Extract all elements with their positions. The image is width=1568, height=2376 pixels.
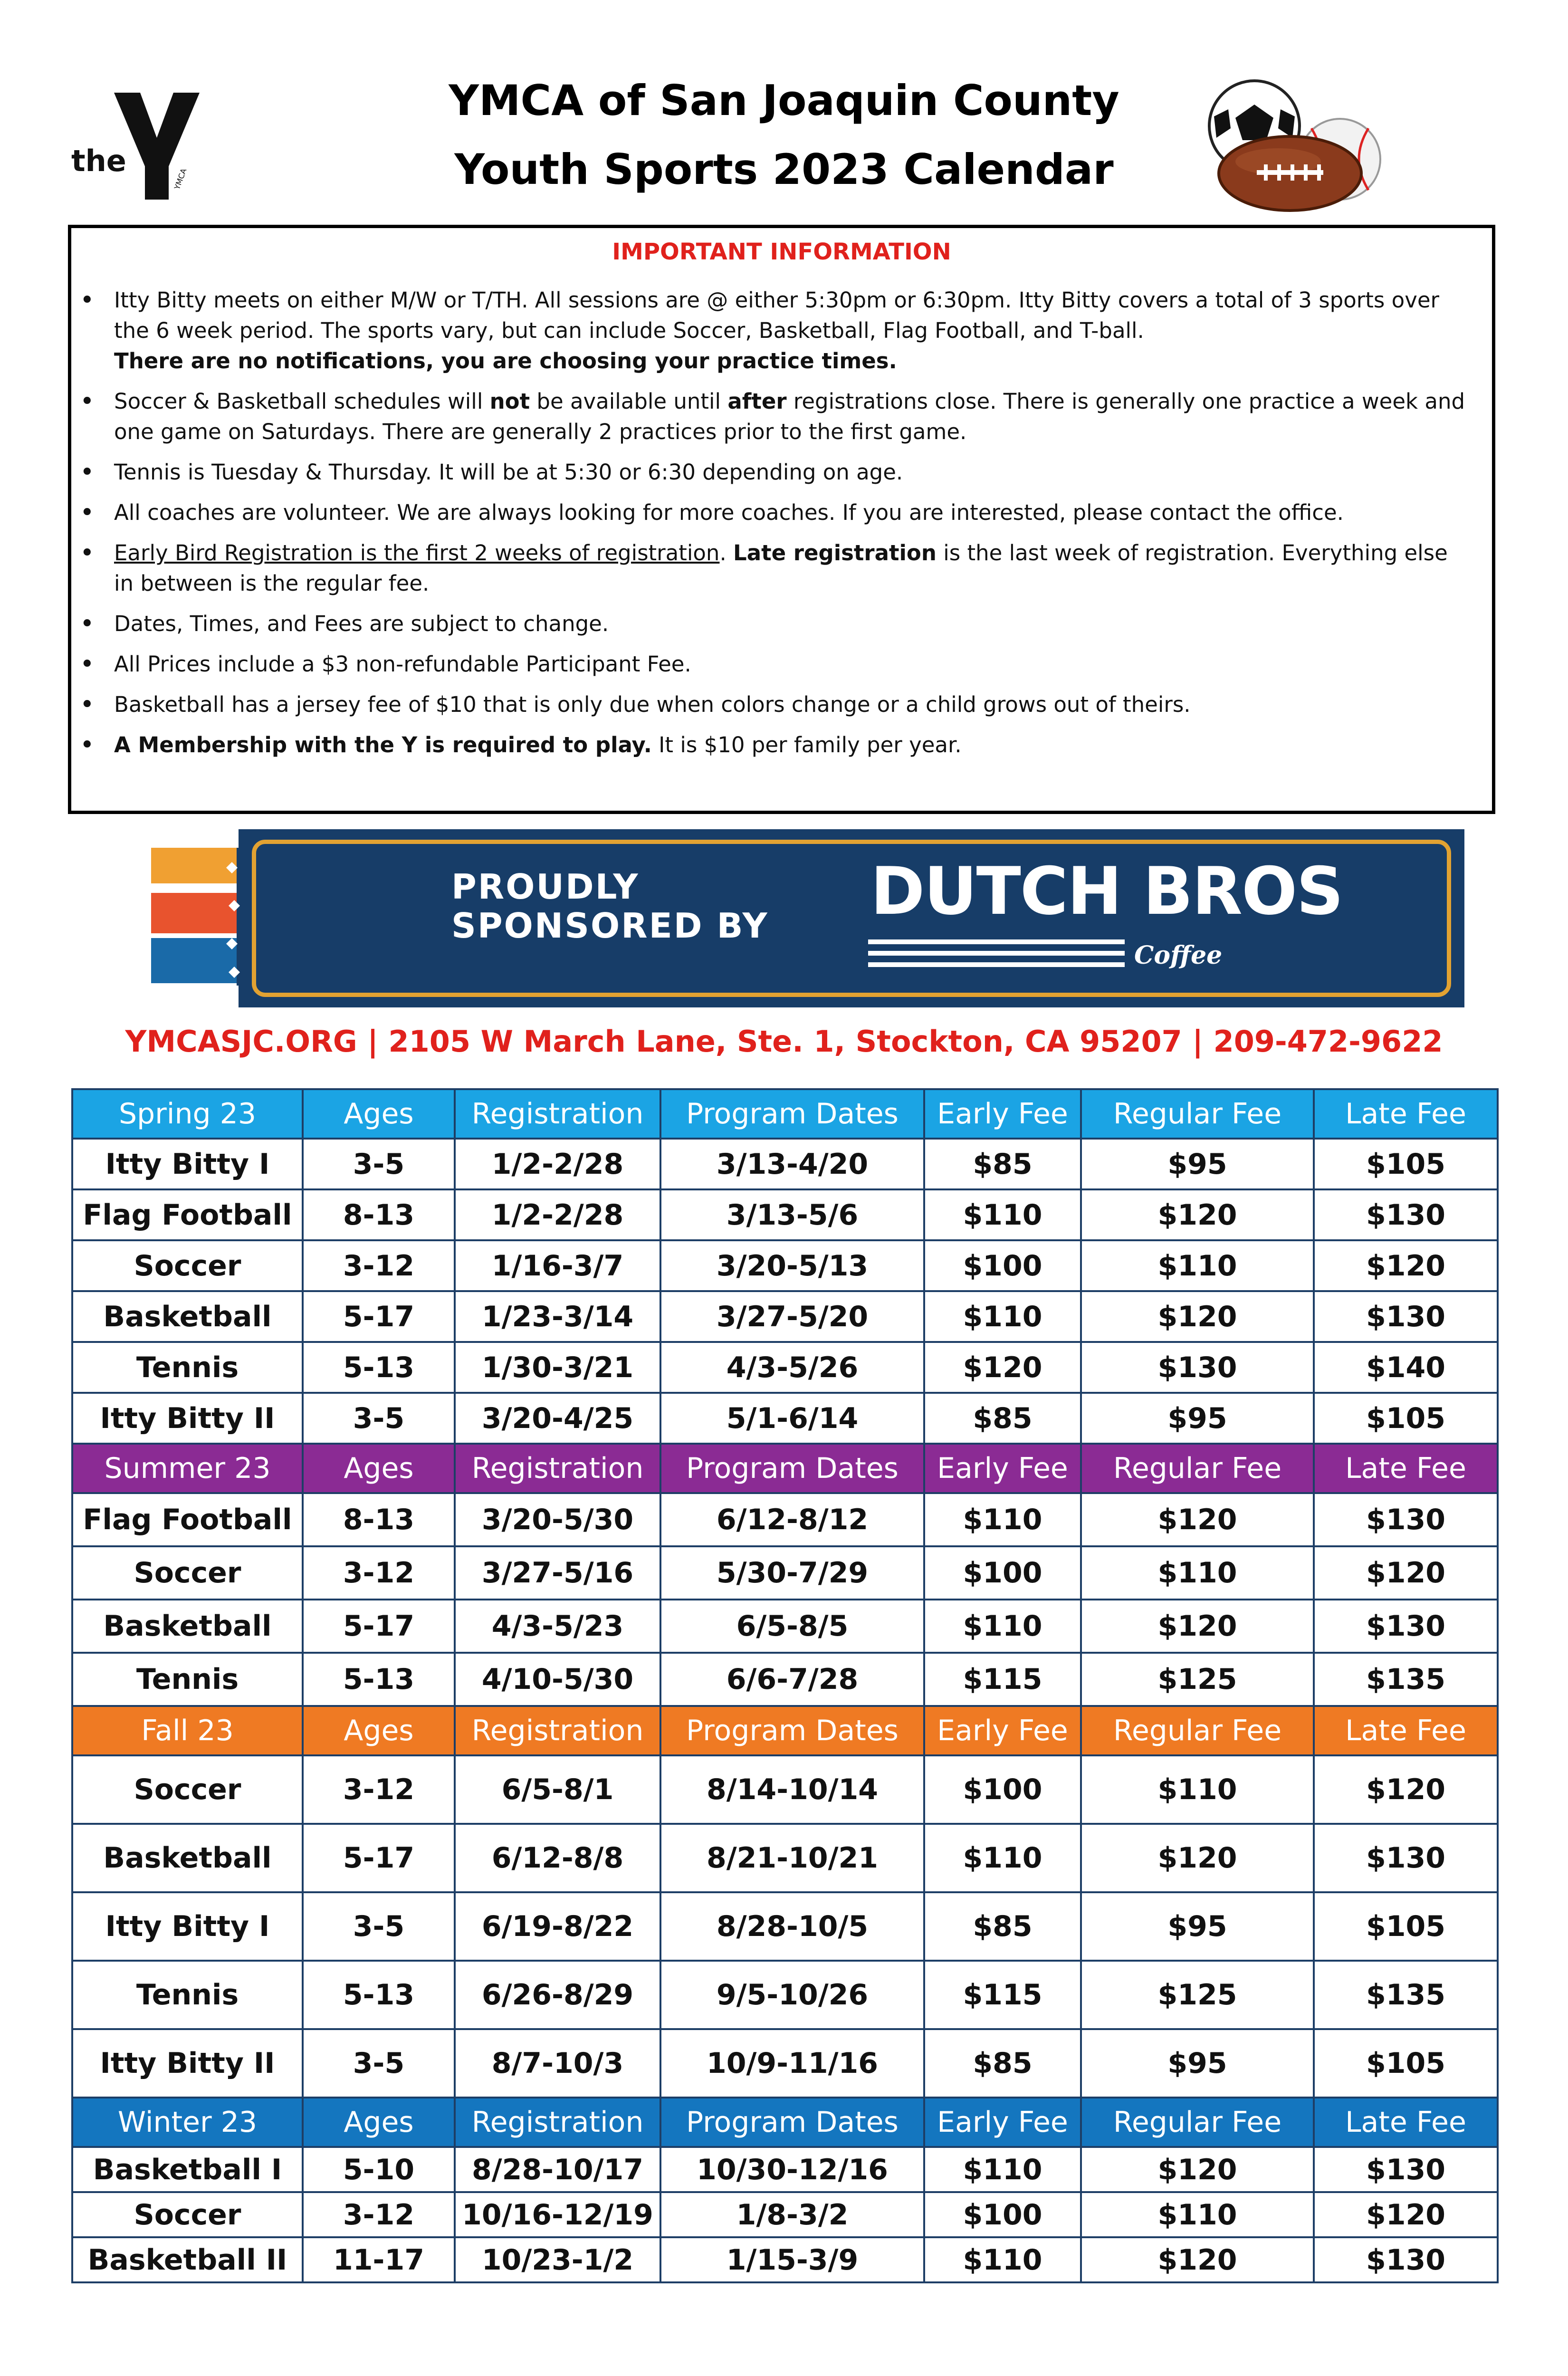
- table-cell: $110: [1081, 1755, 1314, 1824]
- table-cell: $115: [924, 1961, 1081, 2029]
- winter-header-row: [72, 2098, 1498, 2147]
- logo-text: the: [71, 144, 126, 178]
- color-stripes-icon: [151, 848, 246, 986]
- page-title: YMCA of San Joaquin County: [449, 76, 1119, 125]
- table-cell: $85: [924, 1393, 1081, 1444]
- program-name: Basketball: [72, 1824, 303, 1892]
- info-item-itty-bitty: • Itty Bitty meets on either M/W or T/TH. All sessions are @ either 5:30pm or 6:30pm. Itty Bitty covers a total of 3 sports over the 6 week period. The sports vary, but can include Soccer, Basketball, Flag Football, and T-ball. There are no notifications, you are choosing your practice times.: [114, 285, 1468, 376]
- table-cell: 8/21-10/21: [660, 1824, 924, 1892]
- sponsor-brand: DUTCH BROS: [870, 853, 1343, 929]
- program-name: Itty Bitty I: [72, 1892, 303, 1961]
- column-header: Early Fee: [924, 1089, 1081, 1139]
- column-header: Registration: [455, 1089, 660, 1139]
- sponsor-brand-sub: Coffee: [1134, 941, 1223, 970]
- column-header: Program Dates: [660, 2098, 924, 2147]
- table-cell: $120: [1081, 1189, 1314, 1240]
- table-cell: 5-13: [303, 1653, 455, 1706]
- program-name: Flag Football: [72, 1493, 303, 1546]
- table-cell: $120: [1314, 1755, 1498, 1824]
- season-name: Fall 23: [72, 1706, 303, 1755]
- table-cell: $110: [924, 1824, 1081, 1892]
- table-row: [72, 1342, 1498, 1393]
- table-cell: $105: [1314, 2029, 1498, 2098]
- program-name: Soccer: [72, 1546, 303, 1600]
- schedule-table: [71, 1088, 1499, 2283]
- column-header: Registration: [455, 2098, 660, 2147]
- table-cell: $110: [924, 1600, 1081, 1653]
- table-cell: 6/26-8/29: [455, 1961, 660, 2029]
- table-cell: 6/6-7/28: [660, 1653, 924, 1706]
- table-cell: 6/5-8/5: [660, 1600, 924, 1653]
- program-name: Flag Football: [72, 1189, 303, 1240]
- table-cell: 5-13: [303, 1342, 455, 1393]
- table-cell: $120: [924, 1342, 1081, 1393]
- column-header: Regular Fee: [1081, 1089, 1314, 1139]
- table-row: [72, 1139, 1498, 1189]
- table-cell: 3-5: [303, 1393, 455, 1444]
- table-cell: $115: [924, 1653, 1081, 1706]
- program-name: Soccer: [72, 1755, 303, 1824]
- table-cell: $85: [924, 2029, 1081, 2098]
- program-name: Basketball: [72, 1600, 303, 1653]
- table-row: [72, 1189, 1498, 1240]
- table-cell: $105: [1314, 1892, 1498, 1961]
- table-cell: $125: [1081, 1961, 1314, 2029]
- table-row: [72, 2192, 1498, 2237]
- table-cell: $130: [1314, 1493, 1498, 1546]
- table-row: [72, 1493, 1498, 1546]
- sponsor-banner: [239, 829, 1464, 1007]
- table-cell: $130: [1314, 2147, 1498, 2192]
- table-cell: $120: [1314, 1240, 1498, 1291]
- column-header: Program Dates: [660, 1706, 924, 1755]
- table-cell: $105: [1314, 1139, 1498, 1189]
- table-cell: 3-12: [303, 1755, 455, 1824]
- table-cell: 3-12: [303, 1546, 455, 1600]
- table-cell: 1/8-3/2: [660, 2192, 924, 2237]
- table-cell: 4/3-5/26: [660, 1342, 924, 1393]
- table-cell: 3-5: [303, 1139, 455, 1189]
- table-cell: $130: [1314, 1600, 1498, 1653]
- table-cell: $95: [1081, 1393, 1314, 1444]
- column-header: Late Fee: [1314, 1444, 1498, 1493]
- column-header: Regular Fee: [1081, 1706, 1314, 1755]
- table-cell: 5-17: [303, 1600, 455, 1653]
- season-name: Summer 23: [72, 1444, 303, 1493]
- table-cell: $105: [1314, 1393, 1498, 1444]
- contact-address-line: YMCASJC.ORG | 2105 W March Lane, Ste. 1, Stockton, CA 95207 | 209-472-9622: [125, 1024, 1443, 1059]
- column-header: Ages: [303, 2098, 455, 2147]
- table-cell: $120: [1081, 1493, 1314, 1546]
- table-cell: 5-10: [303, 2147, 455, 2192]
- table-cell: $95: [1081, 1139, 1314, 1189]
- table-cell: 3/20-5/30: [455, 1493, 660, 1546]
- table-cell: $135: [1314, 1961, 1498, 2029]
- fall-header-row: [72, 1706, 1498, 1755]
- table-cell: $135: [1314, 1653, 1498, 1706]
- table-cell: 1/16-3/7: [455, 1240, 660, 1291]
- table-cell: 1/30-3/21: [455, 1342, 660, 1393]
- program-name: Tennis: [72, 1653, 303, 1706]
- ymca-logo: [69, 83, 221, 207]
- table-cell: 6/19-8/22: [455, 1892, 660, 1961]
- table-cell: $95: [1081, 1892, 1314, 1961]
- program-name: Tennis: [72, 1342, 303, 1393]
- summer-header-row: [72, 1444, 1498, 1493]
- table-row: [72, 2147, 1498, 2192]
- table-cell: $100: [924, 2192, 1081, 2237]
- table-cell: 11-17: [303, 2237, 455, 2282]
- column-header: Late Fee: [1314, 2098, 1498, 2147]
- table-cell: 8/28-10/5: [660, 1892, 924, 1961]
- info-item-registration: • Early Bird Registration is the first 2 weeks of registration. Late registration is the last week of registration. Everything else in between is the regular fee.: [114, 538, 1468, 599]
- table-cell: 3-5: [303, 1892, 455, 1961]
- table-cell: $130: [1081, 1342, 1314, 1393]
- table-cell: 3/20-5/13: [660, 1240, 924, 1291]
- table-row: [72, 1600, 1498, 1653]
- table-cell: $110: [1081, 2192, 1314, 2237]
- table-cell: $110: [1081, 1546, 1314, 1600]
- table-row: [72, 1546, 1498, 1600]
- table-row: [72, 2237, 1498, 2282]
- y-mark-icon: [114, 93, 200, 200]
- info-item-subject-to-change: • Dates, Times, and Fees are subject to change.: [114, 609, 1468, 639]
- table-cell: $130: [1314, 2237, 1498, 2282]
- table-cell: $140: [1314, 1342, 1498, 1393]
- info-heading: IMPORTANT INFORMATION: [612, 239, 951, 265]
- table-cell: 10/16-12/19: [455, 2192, 660, 2237]
- info-item-membership: • A Membership with the Y is required to play. It is $10 per family per year.: [114, 730, 1468, 760]
- table-cell: $130: [1314, 1291, 1498, 1342]
- season-name: Spring 23: [72, 1089, 303, 1139]
- table-cell: $120: [1314, 2192, 1498, 2237]
- season-name: Winter 23: [72, 2098, 303, 2147]
- table-cell: $110: [924, 1291, 1081, 1342]
- table-row: [72, 1291, 1498, 1342]
- table-cell: 8-13: [303, 1189, 455, 1240]
- logo-brand: YMCA: [172, 167, 189, 191]
- table-cell: $110: [924, 1493, 1081, 1546]
- table-row: [72, 1393, 1498, 1444]
- info-item-participant-fee: • All Prices include a $3 non-refundable Participant Fee.: [114, 649, 1468, 680]
- program-name: Itty Bitty II: [72, 2029, 303, 2098]
- page-subtitle: Youth Sports 2023 Calendar: [454, 145, 1114, 194]
- table-cell: 3/20-4/25: [455, 1393, 660, 1444]
- column-header: Early Fee: [924, 2098, 1081, 2147]
- table-cell: 1/23-3/14: [455, 1291, 660, 1342]
- table-cell: $120: [1081, 2147, 1314, 2192]
- table-cell: $120: [1314, 1546, 1498, 1600]
- table-row: [72, 1755, 1498, 1824]
- table-cell: $100: [924, 1546, 1081, 1600]
- program-name: Basketball: [72, 1291, 303, 1342]
- table-cell: $125: [1081, 1653, 1314, 1706]
- table-row: [72, 1240, 1498, 1291]
- table-cell: 5/1-6/14: [660, 1393, 924, 1444]
- column-header: Regular Fee: [1081, 1444, 1314, 1493]
- program-name: Soccer: [72, 2192, 303, 2237]
- table-cell: 3-5: [303, 2029, 455, 2098]
- table-cell: 5-13: [303, 1961, 455, 2029]
- spring-header-row: [72, 1089, 1498, 1139]
- info-item-itty-bitty-note: There are no notifications, you are choosing your practice times.: [114, 348, 897, 374]
- table-cell: 6/5-8/1: [455, 1755, 660, 1824]
- table-row: [72, 1961, 1498, 2029]
- table-cell: 8-13: [303, 1493, 455, 1546]
- important-information-box: [68, 225, 1495, 814]
- program-name: Soccer: [72, 1240, 303, 1291]
- table-cell: 9/5-10/26: [660, 1961, 924, 2029]
- table-cell: $130: [1314, 1189, 1498, 1240]
- table-cell: 3/27-5/20: [660, 1291, 924, 1342]
- column-header: Regular Fee: [1081, 2098, 1314, 2147]
- table-cell: $120: [1081, 1600, 1314, 1653]
- table-cell: 8/14-10/14: [660, 1755, 924, 1824]
- table-cell: 3/27-5/16: [455, 1546, 660, 1600]
- table-cell: 5-17: [303, 1824, 455, 1892]
- table-cell: $100: [924, 1755, 1081, 1824]
- info-list: [114, 285, 1468, 770]
- table-cell: $120: [1081, 1291, 1314, 1342]
- info-item-jersey-fee: • Basketball has a jersey fee of $10 that is only due when colors change or a child grows out of theirs.: [114, 690, 1468, 720]
- program-name: Itty Bitty I: [72, 1139, 303, 1189]
- column-header: Ages: [303, 1089, 455, 1139]
- column-header: Program Dates: [660, 1089, 924, 1139]
- table-cell: 10/23-1/2: [455, 2237, 660, 2282]
- table-cell: 10/9-11/16: [660, 2029, 924, 2098]
- table-cell: 8/7-10/3: [455, 2029, 660, 2098]
- table-cell: 1/2-2/28: [455, 1139, 660, 1189]
- table-row: [72, 1892, 1498, 1961]
- program-name: Itty Bitty II: [72, 1393, 303, 1444]
- info-item-schedules: • Soccer & Basketball schedules will not be available until after registrations close. There is generally one practice a week and one game on Saturdays. There are generally 2 practices prior to the first game.: [114, 386, 1468, 447]
- table-row: [72, 1653, 1498, 1706]
- table-cell: $100: [924, 1240, 1081, 1291]
- table-cell: $110: [1081, 1240, 1314, 1291]
- table-cell: 5/30-7/29: [660, 1546, 924, 1600]
- column-header: Late Fee: [1314, 1089, 1498, 1139]
- table-cell: $110: [924, 2237, 1081, 2282]
- column-header: Registration: [455, 1706, 660, 1755]
- table-cell: 4/3-5/23: [455, 1600, 660, 1653]
- sponsor-tagline: PROUDLY SPONSORED BY: [451, 867, 769, 946]
- table-row: [72, 2029, 1498, 2098]
- table-cell: $110: [924, 1189, 1081, 1240]
- program-name: Basketball II: [72, 2237, 303, 2282]
- column-header: Ages: [303, 1444, 455, 1493]
- table-cell: $110: [924, 2147, 1081, 2192]
- table-cell: 6/12-8/12: [660, 1493, 924, 1546]
- table-cell: 1/2-2/28: [455, 1189, 660, 1240]
- column-header: Registration: [455, 1444, 660, 1493]
- table-cell: $120: [1081, 2237, 1314, 2282]
- column-header: Program Dates: [660, 1444, 924, 1493]
- table-cell: $85: [924, 1139, 1081, 1189]
- column-header: Early Fee: [924, 1706, 1081, 1755]
- program-name: Tennis: [72, 1961, 303, 2029]
- table-cell: $120: [1081, 1824, 1314, 1892]
- info-item-tennis: • Tennis is Tuesday & Thursday. It will be at 5:30 or 6:30 depending on age.: [114, 457, 1468, 488]
- table-cell: 3/13-5/6: [660, 1189, 924, 1240]
- table-cell: 6/12-8/8: [455, 1824, 660, 1892]
- table-cell: 4/10-5/30: [455, 1653, 660, 1706]
- program-name: Basketball I: [72, 2147, 303, 2192]
- table-cell: $85: [924, 1892, 1081, 1961]
- column-header: Late Fee: [1314, 1706, 1498, 1755]
- column-header: Early Fee: [924, 1444, 1081, 1493]
- table-cell: 8/28-10/17: [455, 2147, 660, 2192]
- info-item-coaches: • All coaches are volunteer. We are always looking for more coaches. If you are interested, please contact the office.: [114, 498, 1468, 528]
- table-cell: $95: [1081, 2029, 1314, 2098]
- column-header: Ages: [303, 1706, 455, 1755]
- sports-balls-icon: [1202, 76, 1383, 214]
- table-cell: 3/13-4/20: [660, 1139, 924, 1189]
- table-cell: $130: [1314, 1824, 1498, 1892]
- table-cell: 10/30-12/16: [660, 2147, 924, 2192]
- table-cell: 3-12: [303, 2192, 455, 2237]
- table-cell: 5-17: [303, 1291, 455, 1342]
- table-row: [72, 1824, 1498, 1892]
- table-cell: 1/15-3/9: [660, 2237, 924, 2282]
- table-cell: 3-12: [303, 1240, 455, 1291]
